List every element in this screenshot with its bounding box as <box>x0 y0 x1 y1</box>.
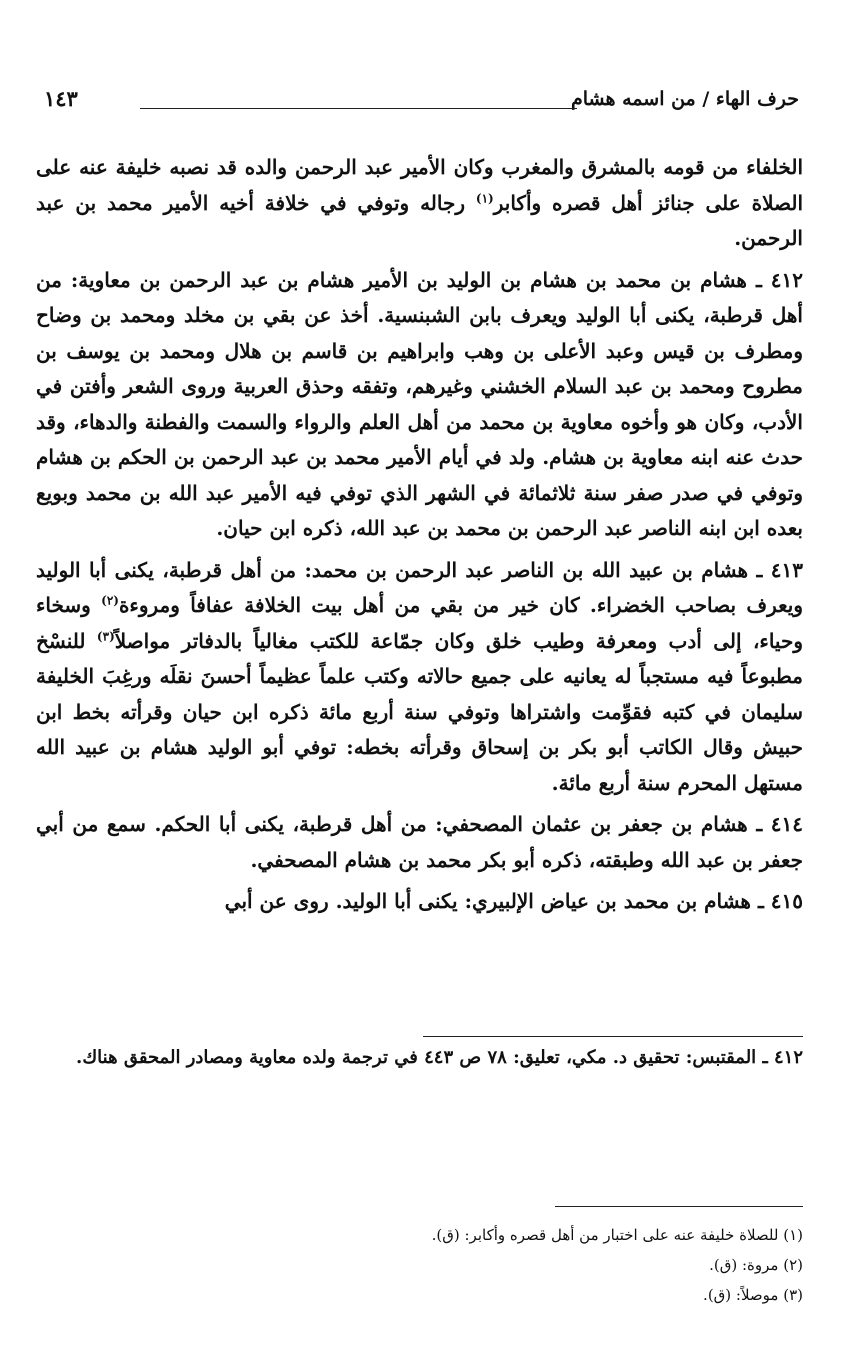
entry-text: هشام بن محمد بن هشام بن الوليد بن الأمير هشام بن عبد الرحمن بن معاوية: من أهل قرطبة، يكنى أبا الوليد ويعرف بابن الشبنسية. أخذ عن بقي بن مخلد ومحمد بن وضاح ومطرف بن قيس وعبد الأعلى بن وهب وابراهيم بن قاسم بن هلال ومحمد بن يوسف بن مطروح ومحمد بن عبد السلام الخشني وغيرهم، وتفقه وحذق العربية وروى الشعر وأفتن في الأدب، وكان هو وأخوه معاوية بن محمد من أهل العلم والرواء والسمت والفطنة والدهاء، وقد حدث عنه ابنه معاوية بن هشام. ولد في أيام الأمير محمد بن عبد الرحمن بن الحكم بن هشام وتوفي في صدر صفر سنة ثلاثمائة في الشهر الذي توفي فيه الأمير عبد الله بن محمد وبويع بعده ابن ابنه الناصر عبد الرحمن بن محمد بن عبد الله، ذكره ابن حيان. <box>36 267 804 540</box>
paragraph-continuation <box>36 150 803 257</box>
entry-413 <box>36 553 803 802</box>
page-number: ١٤٣ <box>44 86 78 111</box>
entry-number: ٤١٢ ـ <box>755 267 804 292</box>
entry-412 <box>36 263 803 547</box>
footnotes <box>300 1220 803 1310</box>
footnotes-rule <box>555 1206 803 1207</box>
entry-415 <box>36 884 803 920</box>
running-title: حرف الهاء / من اسمه هشام <box>570 88 799 110</box>
entry-number: ٤١٣ ـ <box>756 557 803 582</box>
page-header <box>44 88 799 120</box>
paragraph-text: رجاله وتوفي في خلافة أخيه الأمير محمد بن عبد الرحمن. <box>36 190 803 250</box>
paragraph-text: الخلفاء من قومه بالمشرق والمغرب وكان الأمير عبد الرحمن والده قد نصبه خليفة عنه على الصلاة على جنائز أهل قصره وأكابر <box>36 155 804 215</box>
source-note-rule <box>423 1036 803 1037</box>
main-text <box>36 150 803 926</box>
footnote-1: (١) للصلاة خليفة عنه على اختبار من أهل قصره وأكابر: (ق). <box>431 1226 803 1244</box>
entry-text: هشام بن جعفر بن عثمان المصحفي: من أهل قرطبة، يكنى أبا الحكم. سمع من أبي جعفر بن عبد الله وطبقته، ذكره أبو بكر محمد بن هشام المصحفي. <box>36 812 803 872</box>
entry-text: هشام بن محمد بن عياض الإلبيري: يكنى أبا الوليد. روى عن أبي <box>224 889 758 913</box>
entry-414 <box>36 807 803 878</box>
footnote-ref-2: (٢) <box>101 593 119 608</box>
source-note: ٤١٢ ـ المقتبس: تحقيق د. مكي، تعليق: ٧٨ ص ٤٤٣ في ترجمة ولده معاوية ومصادر المحقق هناك. <box>76 1047 803 1068</box>
footnote-2: (٢) مروة: (ق). <box>709 1256 803 1274</box>
entry-number: ٤١٥ ـ <box>757 889 803 913</box>
entry-number: ٤١٤ ـ <box>756 812 803 836</box>
header-rule <box>140 108 577 109</box>
footnote-ref-3: (٣) <box>96 628 115 643</box>
entry-text: وسخاء وحياء، إلى أدب ومعرفة وطيب خلق وكان جمّاعة للكتب مغالياً بالدفاتر مواصلاً <box>36 593 803 653</box>
footnote-ref-1: (١) <box>475 190 494 205</box>
footnote-3: (٣) موصلاً: (ق). <box>703 1286 803 1304</box>
entry-text: للنسْخ مطبوعاً فيه مستجباً له يعانيه على جميع حالاته وكتب علماً عظيماً أحسنَ نقلَه ورغِبَ الخليفة سليمان في كتبه فقوِّمت واشتراها وتوفي سنة أربع مائة ذكره ابن حيان وقرأته بخط ابن حبيش وقال الكاتب أبو بكر بن إسحاق وقرأته بخطه: توفي أبو الوليد هشام بن عبيد الله مستهل المحرم سنة أربع مائة. <box>36 628 803 795</box>
entry-text: هشام بن عبيد الله بن الناصر عبد الرحمن بن محمد: من أهل قرطبة، يكنى أبا الوليد ويعرف بصاحب الخضراء. كان خير من بقي من أهل بيت الخلافة عفافاً ومروءة <box>36 557 803 617</box>
